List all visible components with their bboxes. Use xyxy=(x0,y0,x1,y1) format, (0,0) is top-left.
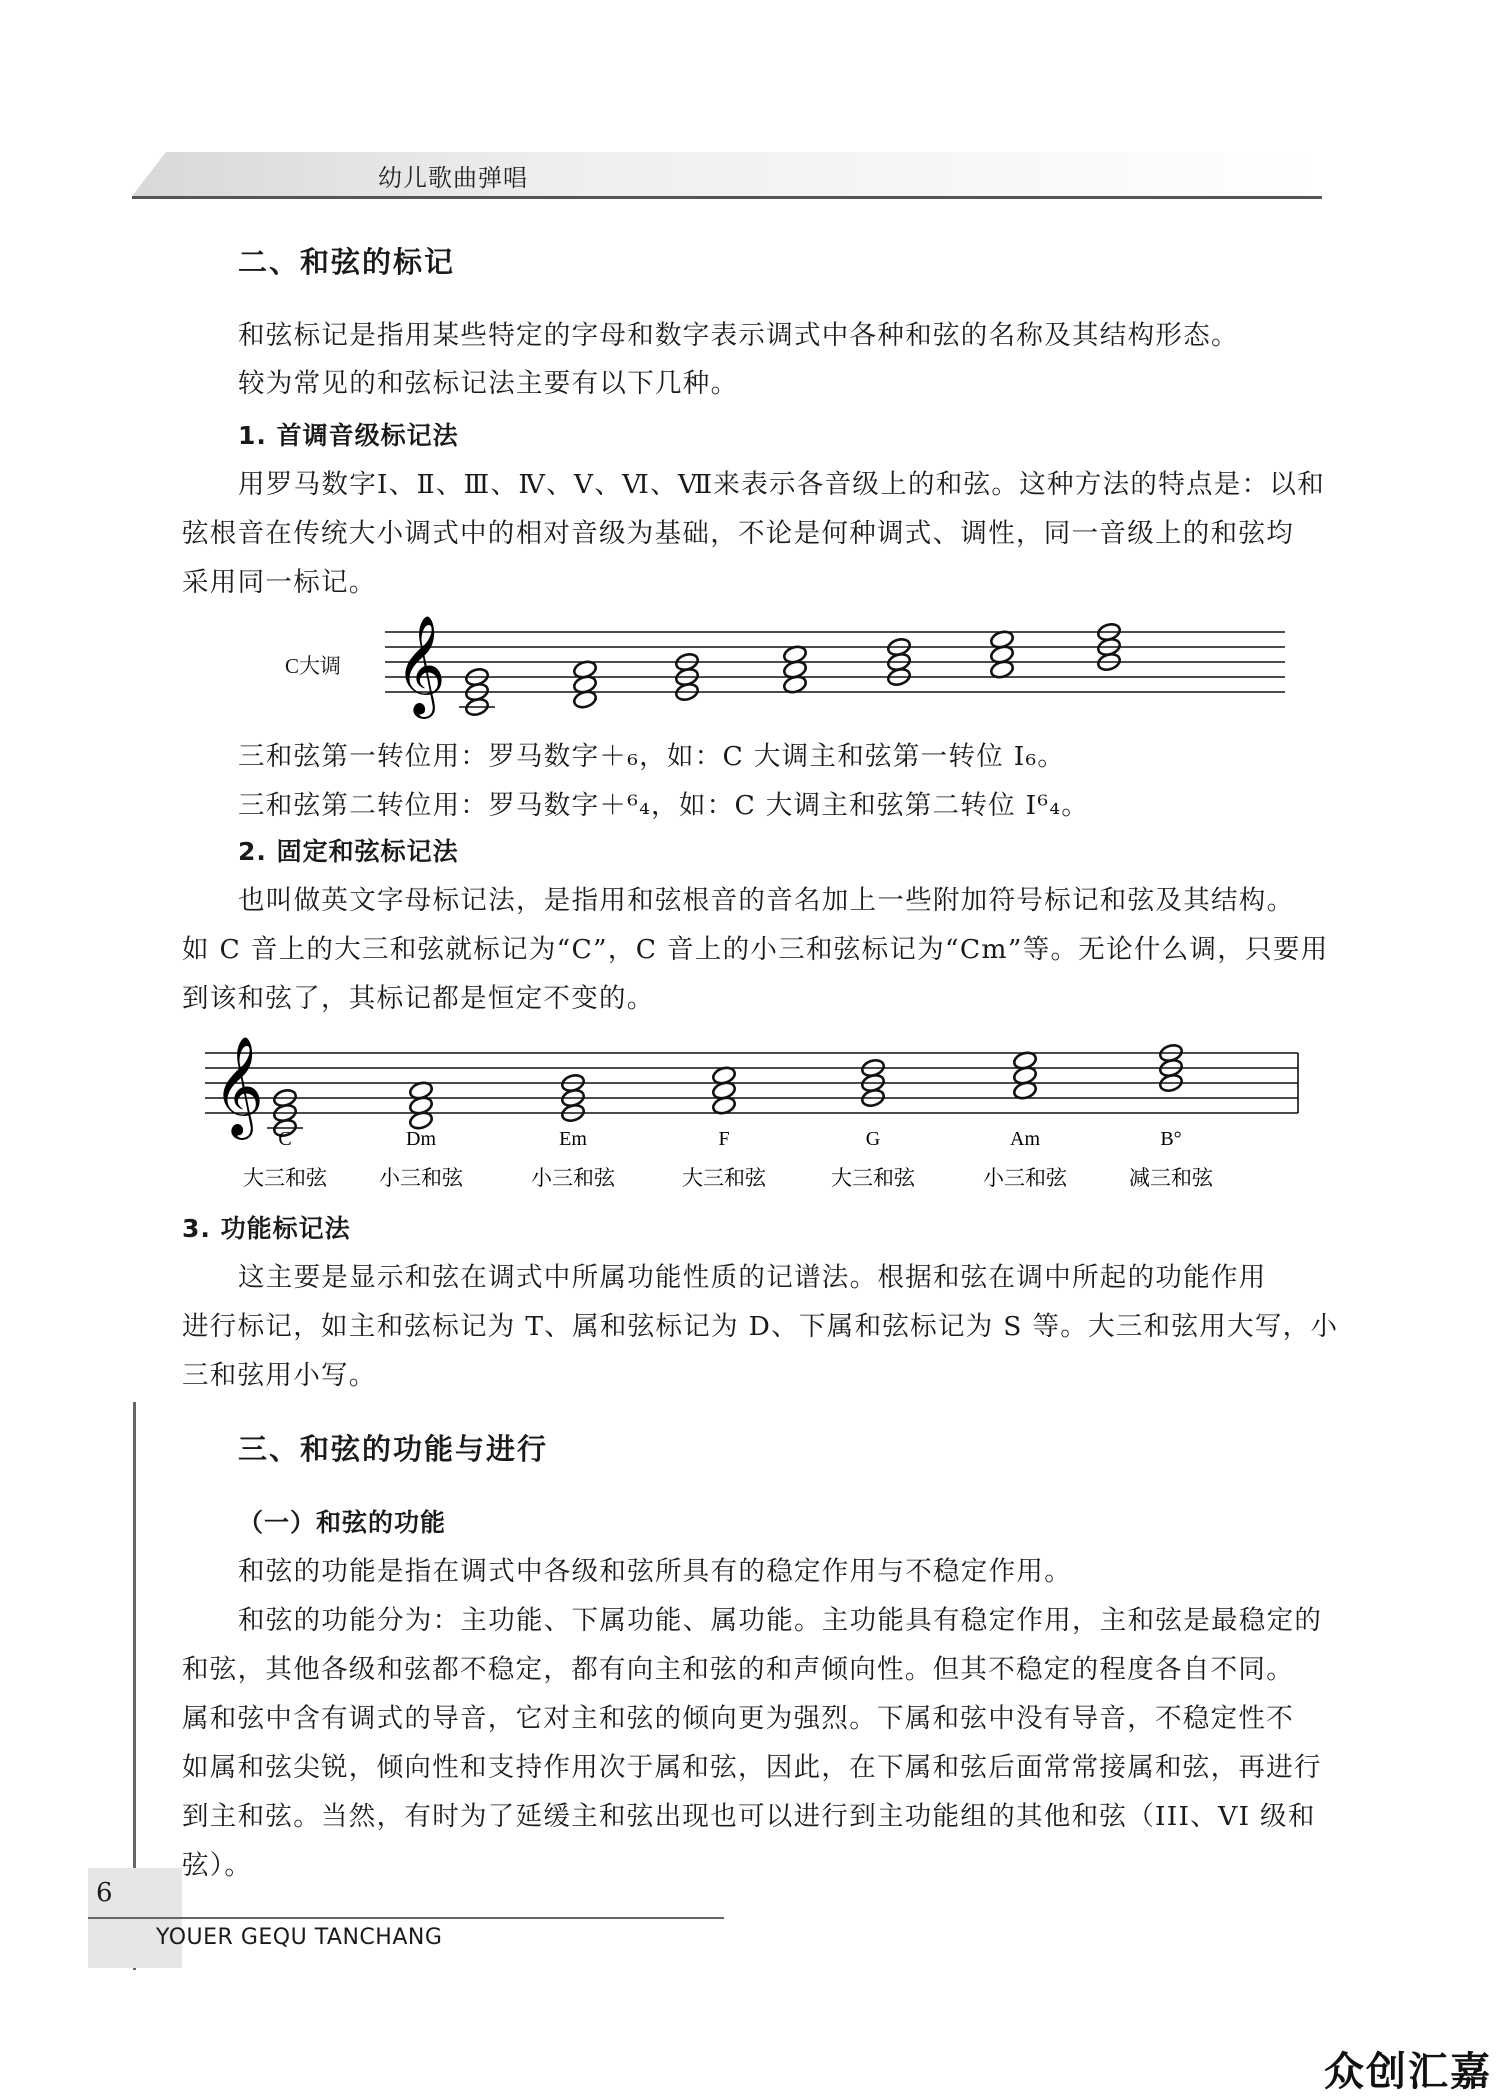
sub1-p2-line-2: 和弦，其他各级和弦都不稳定，都有向主和弦的和声倾向性。但其不稳定的程度各自不同。 xyxy=(182,1654,1294,1685)
sub1-p2-line-3: 属和弦中含有调式的导音，它对主和弦的倾向更为强烈。下属和弦中没有导音，不稳定性不 xyxy=(182,1703,1294,1734)
method3-line-3: 三和弦用小写。 xyxy=(182,1360,377,1391)
method3-line-2: 进行标记，如主和弦标记为 T、属和弦标记为 D、下属和弦标记为 S 等。大三和弦用大写，小 xyxy=(182,1311,1339,1342)
inversion1-text: 三和弦第一转位用：罗马数字＋₆，如：C 大调主和弦第一转位 I₆。 xyxy=(238,741,1066,772)
page-number: 6 xyxy=(96,1878,113,1908)
sub1-p2-line-5: 到主和弦。当然，有时为了延缓主和弦出现也可以进行到主功能组的其他和弦（III、VI 级和 xyxy=(182,1801,1316,1832)
section2-title: 二、和弦的标记 xyxy=(238,245,456,279)
method3-line-1: 这主要是显示和弦在调式中所属功能性质的记谱法。根据和弦在调中所起的功能作用 xyxy=(238,1262,1267,1293)
method1-title: 1. 首调音级标记法 xyxy=(238,421,459,450)
inversion2-text: 三和弦第二转位用：罗马数字＋⁶₄，如：C 大调主和弦第二转位 I⁶₄。 xyxy=(238,790,1090,821)
section2-intro-1: 和弦标记是指用某些特定的字母和数字表示调式中各种和弦的名称及其结构形态。 xyxy=(238,320,1239,351)
section2-intro-2: 较为常见的和弦标记法主要有以下几种。 xyxy=(238,368,739,399)
sub1-title: （一）和弦的功能 xyxy=(238,1508,447,1537)
header-rule xyxy=(132,196,1322,199)
method1-line-1: 用罗马数字Ⅰ、Ⅱ、Ⅲ、Ⅳ、Ⅴ、Ⅵ、Ⅶ来表示各音级上的和弦。这种方法的特点是：以和 xyxy=(238,469,1325,500)
chord-symbol-3: Em xyxy=(559,1128,587,1150)
sub1-p1: 和弦的功能是指在调式中各级和弦所具有的稳定作用与不稳定作用。 xyxy=(238,1556,1072,1587)
chord-symbol-1: C xyxy=(278,1128,292,1150)
chord-type-5: 大三和弦 xyxy=(831,1166,915,1190)
chord-symbol-5: G xyxy=(865,1128,881,1150)
header-band xyxy=(132,152,1322,196)
chord-type-3: 小三和弦 xyxy=(531,1166,615,1190)
staff1-key-label: C大调 xyxy=(285,654,342,678)
chord-symbol-2: Dm xyxy=(406,1128,436,1150)
chord-type-1: 大三和弦 xyxy=(243,1166,327,1190)
staff-fixed-chords xyxy=(205,1030,1300,1200)
chord-type-7: 减三和弦 xyxy=(1129,1166,1213,1190)
method2-title: 2. 固定和弦标记法 xyxy=(238,837,459,866)
footer-romanized-title: YOUER GEQU TANCHANG xyxy=(156,1925,443,1950)
method2-line-2: 如 C 音上的大三和弦就标记为“C”，C 音上的小三和弦标记为“Cm”等。无论什么调，只要用 xyxy=(182,934,1329,965)
chord-type-4: 大三和弦 xyxy=(682,1166,766,1190)
sub1-p2-line-6: 弦）。 xyxy=(182,1850,253,1881)
chord-type-6: 小三和弦 xyxy=(983,1166,1067,1190)
method3-title: 3. 功能标记法 xyxy=(182,1214,351,1243)
method1-line-2: 弦根音在传统大小调式中的相对音级为基础，不论是何种调式、调性，同一音级上的和弦均 xyxy=(182,518,1294,549)
method2-line-1: 也叫做英文字母标记法，是指用和弦根音的音名加上一些附加符号标记和弦及其结构。 xyxy=(238,885,1295,916)
chord-symbol-4: F xyxy=(718,1128,730,1150)
treble-clef-icon: 𝄞 xyxy=(213,1036,264,1136)
treble-clef-icon: 𝄞 xyxy=(395,615,446,715)
method2-line-3: 到该和弦了，其标记都是恒定不变的。 xyxy=(182,983,655,1014)
section3-title: 三、和弦的功能与进行 xyxy=(238,1432,549,1466)
footer-rule xyxy=(88,1917,724,1919)
chord-symbol-6: Am xyxy=(1010,1128,1040,1150)
header-book-title: 幼儿歌曲弹唱 xyxy=(378,164,528,192)
watermark-logo: 众创汇嘉 xyxy=(1324,2049,1492,2095)
staff-c-major-degrees xyxy=(385,610,1285,730)
chord-type-2: 小三和弦 xyxy=(379,1166,463,1190)
sub1-p2-line-1: 和弦的功能分为：主功能、下属功能、属功能。主功能具有稳定作用，主和弦是最稳定的 xyxy=(238,1605,1323,1636)
sub1-p2-line-4: 如属和弦尖锐，倾向性和支持作用次于属和弦，因此，在下属和弦后面常常接属和弦，再进行 xyxy=(182,1752,1322,1783)
method1-line-3: 采用同一标记。 xyxy=(182,567,377,598)
chord-symbol-7: B° xyxy=(1160,1128,1182,1150)
